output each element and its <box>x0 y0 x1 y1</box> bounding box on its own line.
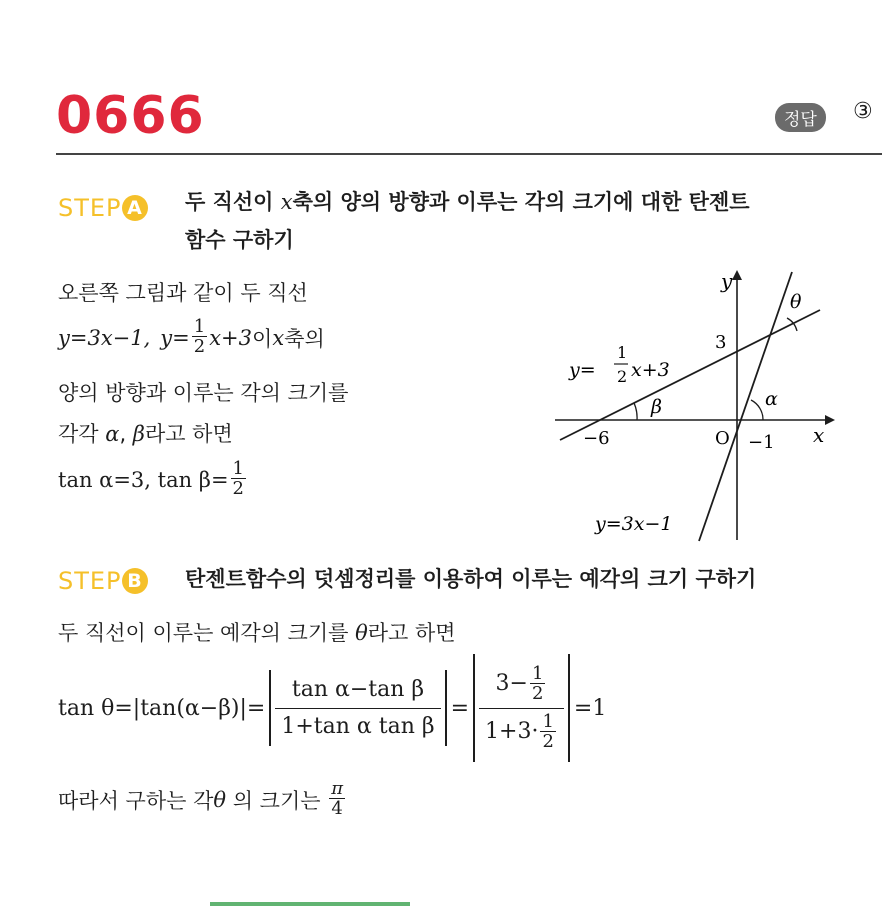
abs-bar-left-1 <box>269 670 271 746</box>
tan-beta-fraction <box>231 460 246 499</box>
step-a-line2 <box>58 318 325 357</box>
line2-label-lhs: y= <box>569 359 596 381</box>
tan-values: tan α=3, tan β= <box>58 467 229 492</box>
fraction-2-denominator-fraction <box>540 710 555 752</box>
step-a-title-part2: 축의 양의 방향과 이루는 각의 크기에 대한 탄젠트 <box>292 190 750 214</box>
theta-label: θ <box>790 291 802 313</box>
conclusion-line <box>58 780 347 819</box>
page-bottom-accent <box>210 902 410 906</box>
tangent-formula <box>58 652 606 764</box>
line2-suffix2: 축의 <box>284 326 325 351</box>
formula-fraction-1 <box>275 672 440 745</box>
conclusion-theta: θ <box>213 787 227 812</box>
step-a-title-var: x <box>280 190 293 214</box>
step-b-label <box>58 567 148 595</box>
fraction-denominator: 2 <box>531 682 544 704</box>
conclusion-suffix: 의 크기는 <box>226 788 328 813</box>
line4-prefix: 각각 <box>58 422 106 446</box>
fraction-1-numerator: tan α−tan β <box>291 676 425 702</box>
fraction-2-numerator-term: 3− <box>495 671 528 696</box>
abs-bar-right-1 <box>445 670 447 746</box>
alpha-symbol: α <box>105 422 120 446</box>
problem-number: 0666 <box>56 86 205 146</box>
step-a-line3: 양의 방향과 이루는 각의 크기를 <box>58 381 349 405</box>
step-b-word: STEP <box>58 567 122 595</box>
fraction-numerator: 1 <box>531 662 544 684</box>
step-a-title-line2: 함수 구하기 <box>185 228 294 252</box>
fraction-2-numerator-fraction <box>530 662 545 704</box>
step-b-title: 탄젠트함수의 덧셈정리를 이용하여 이루는 예각의 크기 구하기 <box>185 567 757 591</box>
theta-symbol: θ <box>355 621 368 645</box>
line1-prefix: 두 직선이 이루는 예각의 크기를 <box>58 621 356 645</box>
line-y-3x-minus-1 <box>699 272 792 541</box>
line2-suffix1: 이 <box>252 326 273 351</box>
x-axis-label: x <box>813 423 825 447</box>
fraction-2-numerator <box>490 662 554 708</box>
line4-suffix: 라고 하면 <box>144 422 233 446</box>
conclusion-prefix: 따라서 구하는 각 <box>58 788 214 813</box>
step-b-circle: B <box>122 568 148 594</box>
line4-comma: , <box>119 422 133 446</box>
step-b-line1 <box>58 617 456 647</box>
formula-result: =1 <box>573 695 607 721</box>
fraction-numerator: π <box>331 778 344 799</box>
fraction-1-denominator: 1+tan α tan β <box>275 708 440 745</box>
formula-equals: = <box>450 695 470 721</box>
x-intercept-label: −6 <box>583 428 610 449</box>
step-a-word: STEP <box>58 194 122 222</box>
step-a-label <box>58 194 148 222</box>
answer-value: ③ <box>853 99 873 124</box>
fraction-denominator: 2 <box>232 478 244 499</box>
step-a-circle: A <box>122 195 148 221</box>
abs-bar-left-2 <box>473 654 475 762</box>
neg-one-label: −1 <box>748 432 775 453</box>
line1-label: y=3x−1 <box>595 513 673 535</box>
line2-label-denominator: 2 <box>617 367 628 386</box>
fraction-2-denominator-term: 1+3· <box>485 719 539 744</box>
fraction-numerator: 1 <box>232 458 244 479</box>
beta-symbol: β <box>132 422 145 446</box>
header-divider <box>56 153 882 155</box>
y-axis-arrow <box>732 270 742 280</box>
fraction-numerator: 1 <box>542 710 554 732</box>
step-a-line4 <box>58 418 233 448</box>
equation-1: y=3x−1, <box>58 325 151 350</box>
fraction-2-denominator <box>479 708 564 752</box>
fraction-denominator: 2 <box>542 730 554 752</box>
equation-2-fraction <box>192 318 207 357</box>
fraction-numerator: 1 <box>193 316 206 337</box>
equation-2-lhs: y= <box>160 325 190 350</box>
pi-over-4-fraction <box>329 780 345 819</box>
line2-var: x <box>272 325 285 350</box>
line2-label-rhs: x+3 <box>631 359 670 381</box>
step-a-line5 <box>58 460 248 499</box>
alpha-label: α <box>765 388 778 410</box>
x-axis-arrow <box>825 415 835 425</box>
line2-label-numerator: 1 <box>617 343 628 362</box>
y-intercept-label: 3 <box>715 332 727 353</box>
origin-label: O <box>715 428 730 449</box>
fraction-denominator: 2 <box>193 336 206 357</box>
equation-2-rhs: x+3 <box>209 325 253 350</box>
step-a-line1: 오른쪽 그림과 같이 두 직선 <box>58 281 308 305</box>
alpha-arc <box>751 400 763 420</box>
beta-arc <box>634 403 637 420</box>
answer-badge: 정답 <box>775 103 826 132</box>
fraction-denominator: 4 <box>331 798 343 819</box>
y-axis-label: y <box>721 269 733 293</box>
beta-label: β <box>651 396 662 418</box>
step-a-title-part1: 두 직선이 <box>185 190 281 214</box>
coordinate-graph <box>545 258 845 548</box>
formula-lhs: tan θ=|tan(α−β)|= <box>58 695 266 721</box>
abs-bar-right-2 <box>568 654 570 762</box>
line1-suffix: 라고 하면 <box>367 621 456 645</box>
step-a-title <box>185 186 750 216</box>
formula-fraction-2 <box>479 662 564 752</box>
